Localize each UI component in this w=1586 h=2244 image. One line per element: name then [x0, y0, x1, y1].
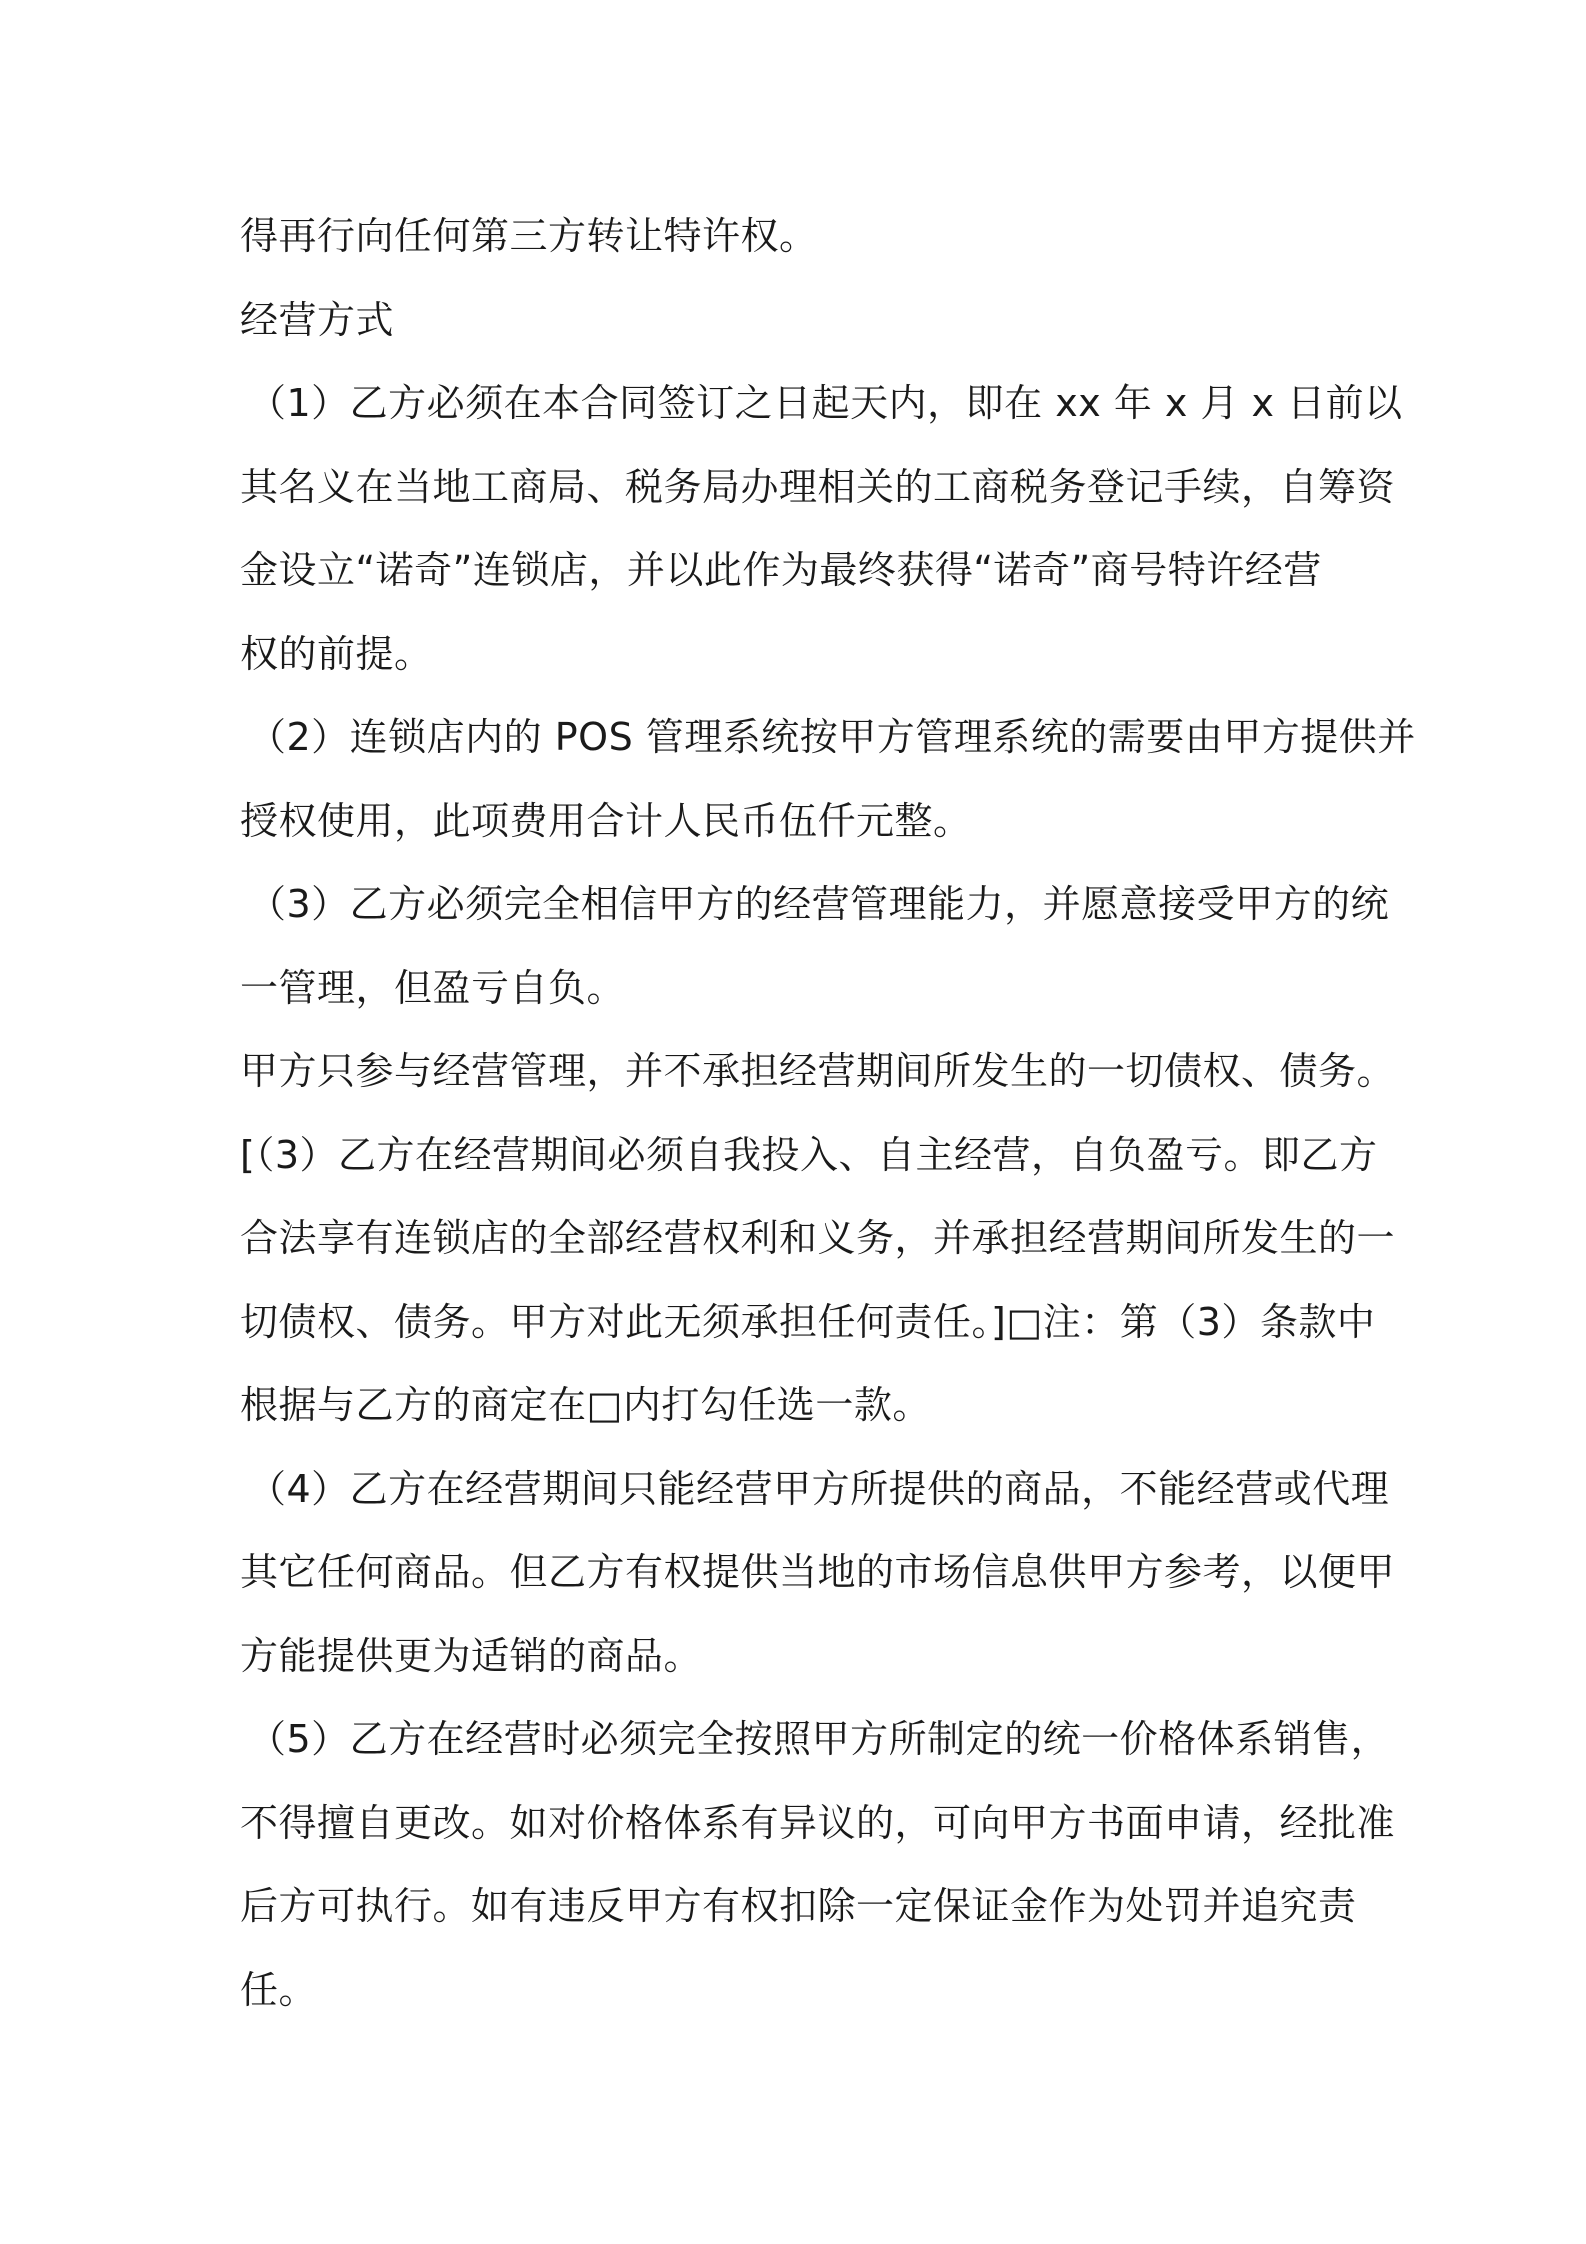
- clause-2-line: 授权使用，此项费用合计人民币伍仟元整。: [240, 798, 972, 843]
- clause-5-line: （5）乙方在经营时必须完全按照甲方所制定的统一价格体系销售，: [248, 1717, 1390, 1761]
- clause-4-line: 方能提供更为适销的商品。: [240, 1633, 703, 1678]
- clause-1-line: 金设立“诺奇”连锁店，并以此作为最终获得“诺奇”商号特许经营: [240, 548, 1322, 592]
- clause-3-line: 一管理，但盈亏自负。: [240, 965, 626, 1010]
- clause-1-line: （1）乙方必须在本合同签订之日起天内，即在 xx 年 x 月 x 日前以: [248, 381, 1403, 425]
- clause-1-line: 权的前提。: [240, 631, 433, 676]
- clause-5-line: 任。: [240, 1967, 318, 2012]
- clause-3-option-line: 甲方只参与经营管理，并不承担经营期间所发生的一切债权、债务。: [240, 1049, 1396, 1093]
- clause-4-line: 其它任何商品。但乙方有权提供当地的市场信息供甲方参考，以便甲: [240, 1550, 1396, 1594]
- clause-2-line: （2）连锁店内的 POS 管理系统按甲方管理系统的需要由甲方提供并: [248, 715, 1416, 759]
- clause-5-line: 不得擅自更改。如对价格体系有异议的，可向甲方书面申请，经批准: [240, 1800, 1396, 1845]
- clause-3-alt-line: [（3）乙方在经营期间必须自我投入、自主经营，自负盈亏。即乙方: [240, 1132, 1378, 1177]
- clause-4-line: （4）乙方在经营期间只能经营甲方所提供的商品，不能经营或代理: [248, 1466, 1390, 1511]
- clause-3-note-line: 根据与乙方的商定在□内打勾任选一款。: [240, 1383, 931, 1427]
- clause-1-line: 其名义在当地工商局、税务局办理相关的工商税务登记手续，自筹资: [240, 464, 1396, 509]
- clause-3-alt-line: 切债权、债务。甲方对此无须承担任何责任。]□注：第（3）条款中: [240, 1299, 1376, 1344]
- clause-5-line: 后方可执行。如有违反甲方有权扣除一定保证金作为处罚并追究责: [240, 1884, 1357, 1928]
- section-heading: 经营方式: [240, 297, 395, 342]
- text-line: 得再行向任何第三方转让特许权。: [240, 214, 818, 258]
- clause-3-line: （3）乙方必须完全相信甲方的经营管理能力，并愿意接受甲方的统: [248, 882, 1390, 926]
- document-body: [240, 195, 1416, 2032]
- clause-3-alt-line: 合法享有连锁店的全部经营权利和义务，并承担经营期间所发生的一: [240, 1216, 1396, 1260]
